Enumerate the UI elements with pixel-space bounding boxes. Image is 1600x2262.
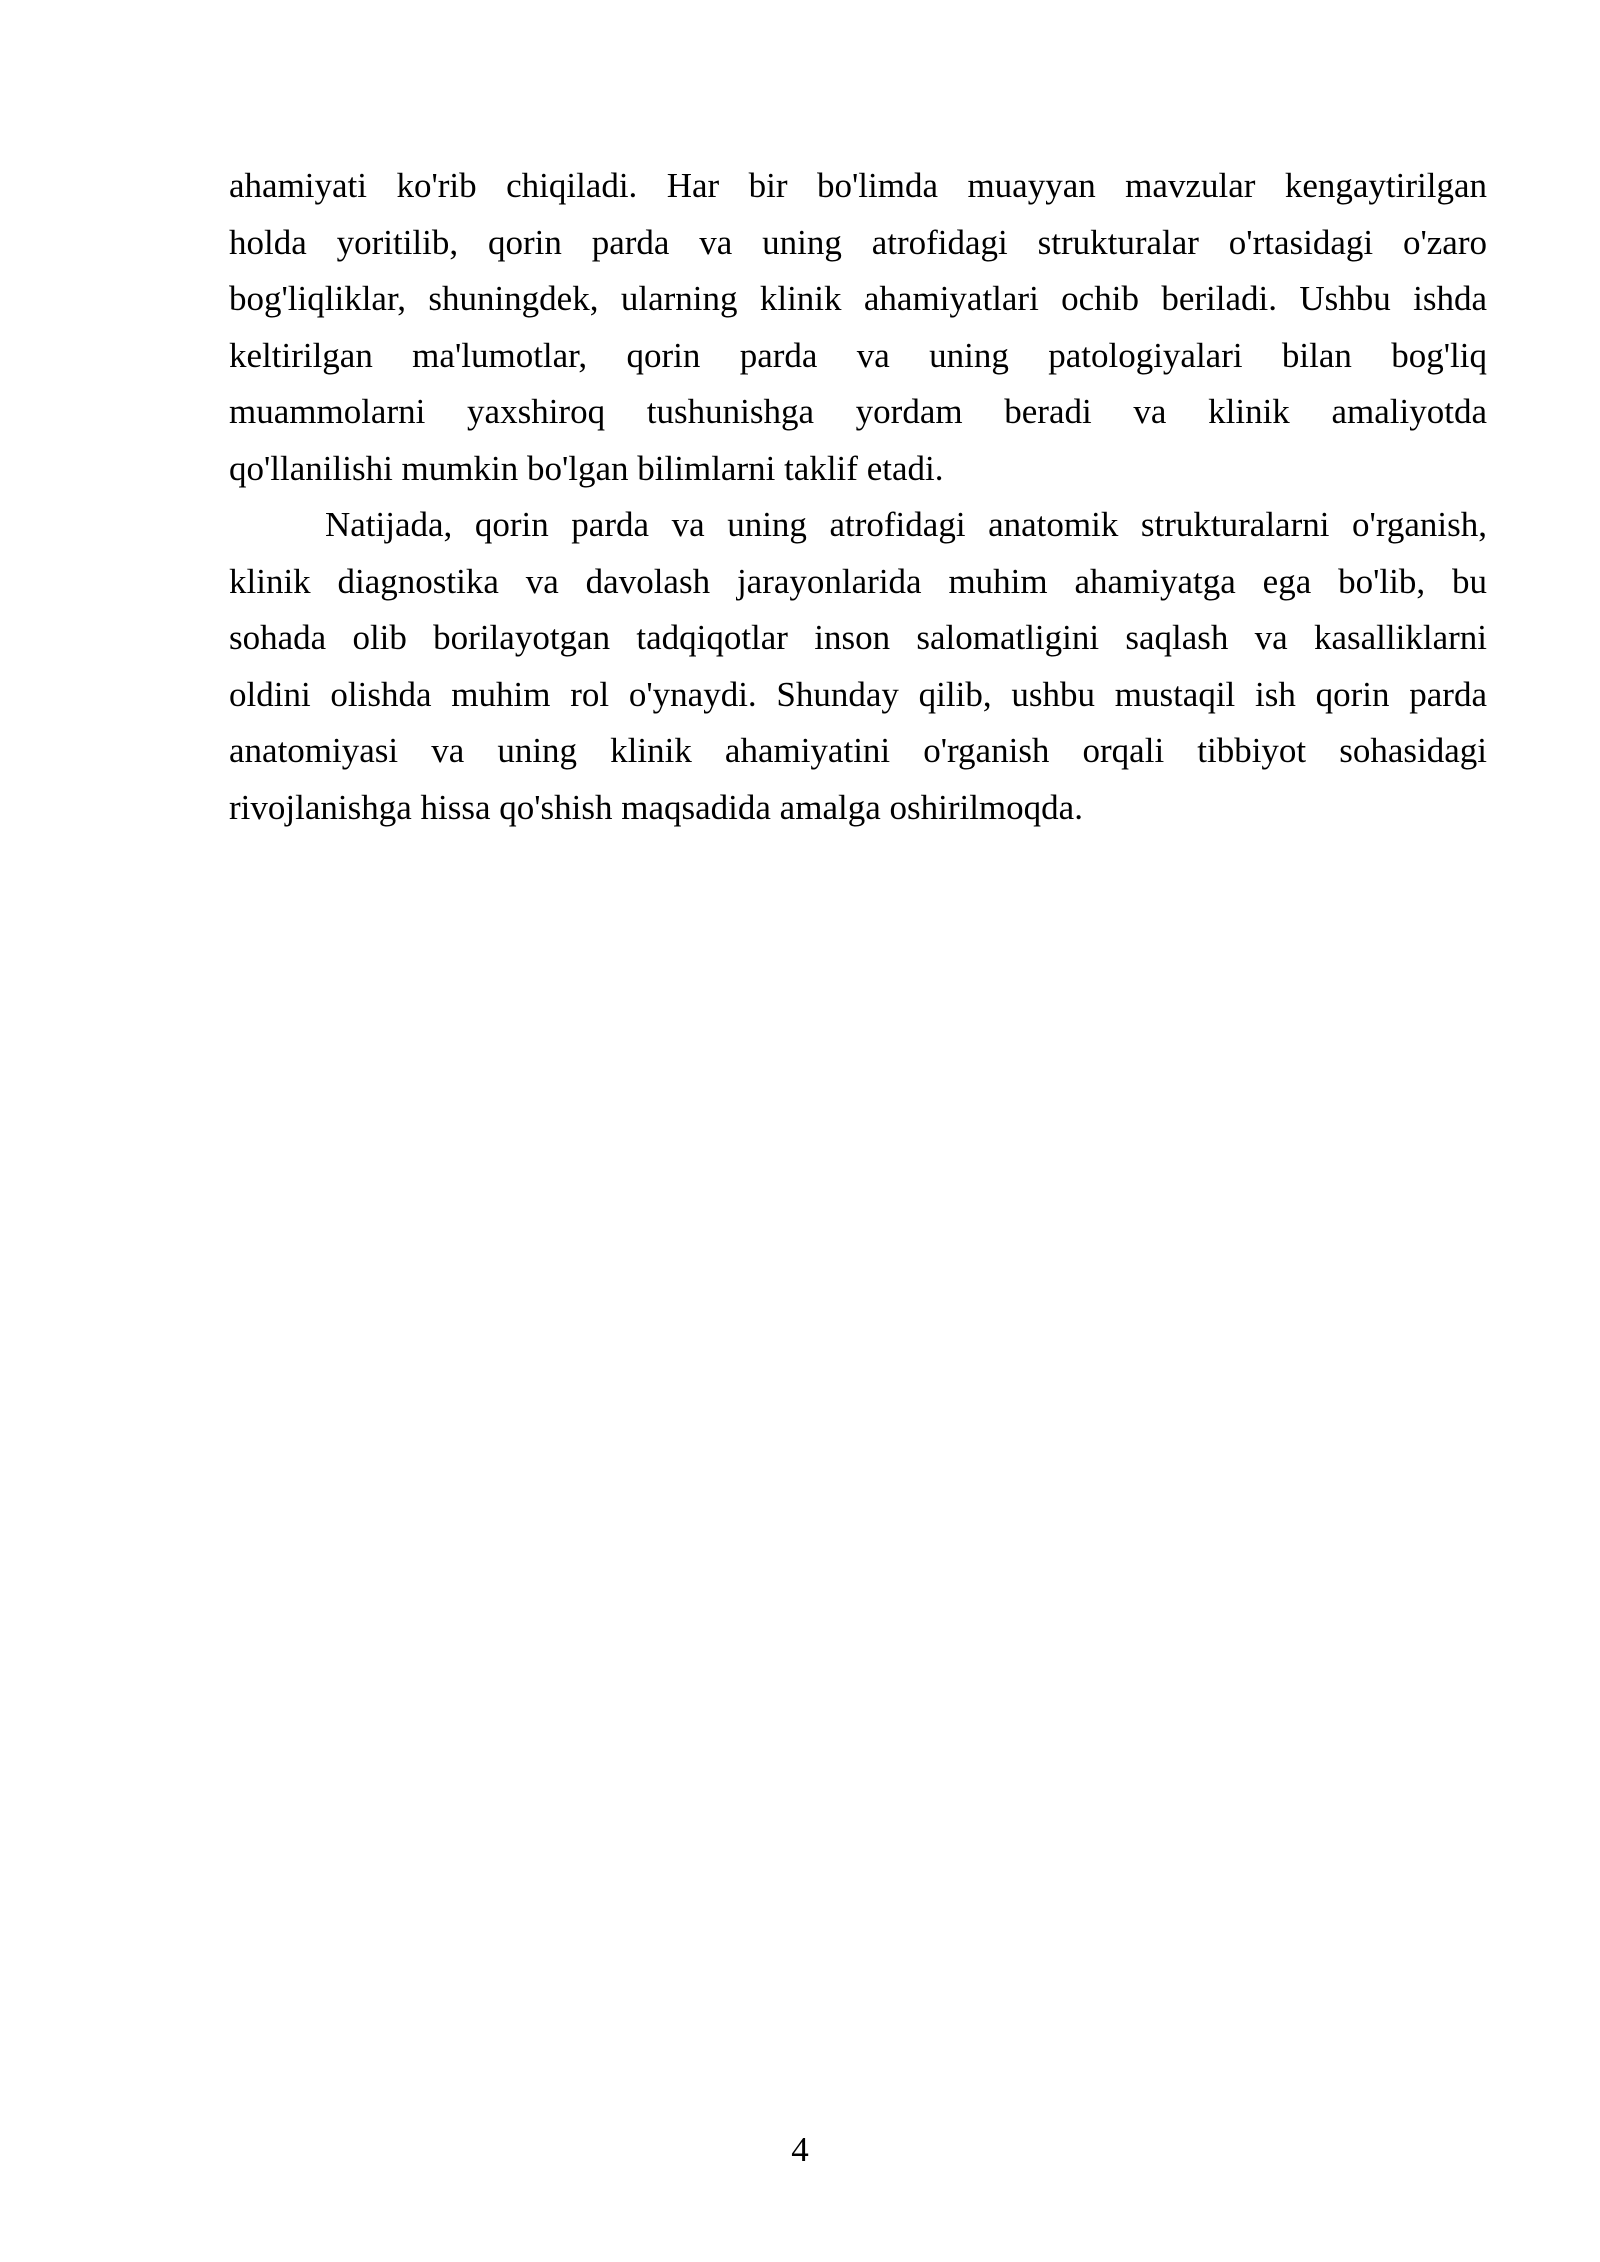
text-line: keltirilgan ma'lumotlar, qorin parda va uning patologiyalari bilan bog'liq: [229, 335, 1487, 375]
text-line: ahamiyati ko'rib chiqiladi. Har bir bo'limda muayyan mavzular kengaytirilgan: [229, 166, 1487, 205]
text-line: bog'liqliklar, shuningdek, ularning klinik ahamiyatlari ochib beriladi. Ushbu ishda: [229, 279, 1487, 318]
text-line: sohada olib borilayotgan tadqiqotlar inson salomatligini saqlash va kasalliklarni: [229, 618, 1487, 657]
text-line: Natijada, qorin parda va uning atrofidagi anatomik strukturalarni o'rganish,: [325, 505, 1487, 544]
text-line: oldini olishda muhim rol o'ynaydi. Shunday qilib, ushbu mustaqil ish qorin parda: [229, 674, 1487, 714]
text-line: muammolarni yaxshiroq tushunishga yordam beradi va klinik amaliyotda: [229, 392, 1487, 431]
text-line: holda yoritilib, qorin parda va uning atrofidagi strukturalar o'rtasidagi o'zaro: [229, 222, 1487, 262]
paragraph-1: [229, 158, 1487, 497]
text-line: qo'llanilishi mumkin bo'lgan bilimlarni taklif etadi.: [229, 448, 944, 488]
page-number: 4: [791, 2130, 809, 2169]
text-line: klinik diagnostika va davolash jarayonlarida muhim ahamiyatga ega bo'lib, bu: [229, 561, 1487, 601]
body-text: [229, 158, 1487, 836]
paragraph-2: [229, 497, 1487, 836]
text-line: rivojlanishga hissa qo'shish maqsadida amalga oshirilmoqda.: [229, 787, 1083, 827]
text-line: anatomiyasi va uning klinik ahamiyatini o'rganish orqali tibbiyot sohasidagi: [229, 731, 1487, 770]
